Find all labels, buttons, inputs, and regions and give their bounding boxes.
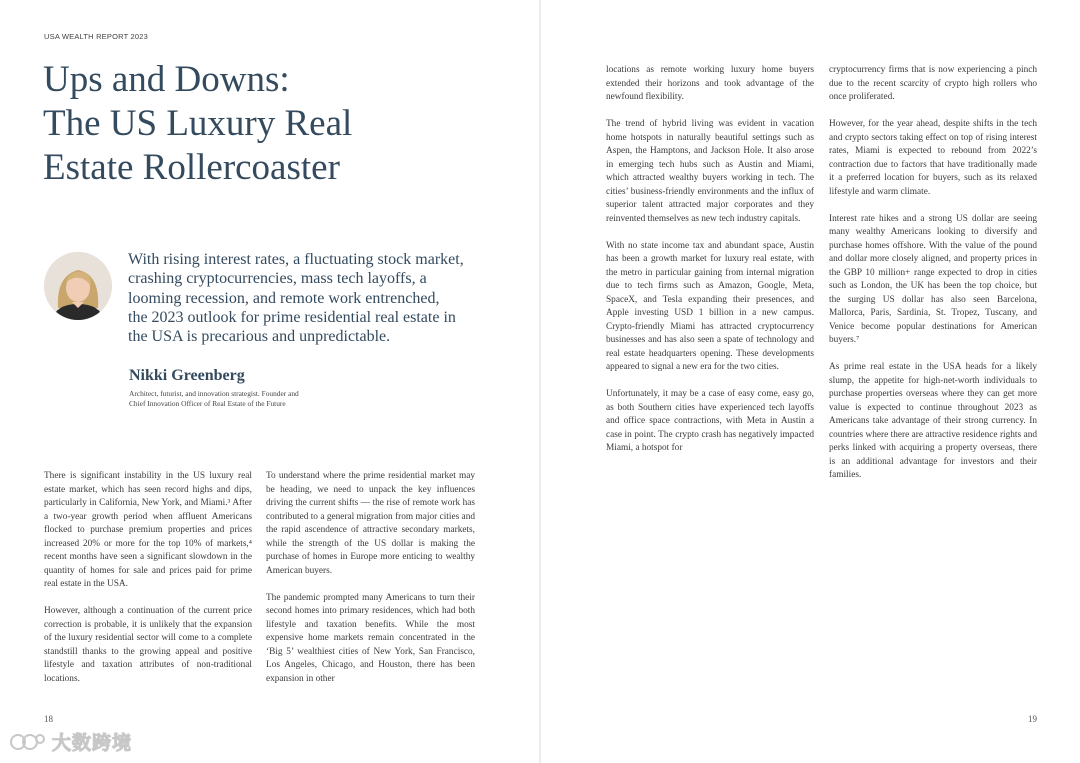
paragraph: cryptocurrency firms that is now experiencing a pinch due to the recent scarcity of crypto high rollers who once proliferated. [829, 65, 1037, 102]
body-column-2 [266, 470, 475, 700]
page-number-right: 19 [1028, 714, 1037, 724]
running-head: USA WEALTH REPORT 2023 [44, 32, 149, 41]
paragraph: However, although a continuation of the current price correction is probable, it is unlikely that the expansion of the luxury residential sector will come to a complete standstill thanks to the growing appeal and positive lifestyle and taxation attributes of non-traditional locations. [44, 606, 252, 684]
paragraph: However, for the year ahead, despite shifts in the tech and crypto sectors taking effect on top of rising interest rates, Miami is expected to rebound from 2022’s contraction due to factors that have traditionally made it a preferred location for buyers, such as its relaxed lifestyle and warm climate. [829, 119, 1037, 197]
page-number-left: 18 [44, 714, 53, 724]
paragraph: With no state income tax and abundant space, Austin has been a growth market for luxury real estate, with the metro in particular gaining from internal migration due to tech firms such as Amazon, Google, Meta, SpaceX, and Tesla expanding their presences, and Apple investing USD 1 billion in a new campus. Crypto-friendly Miami has attracted cryptocurrency businesses and has also seen a spate of technology and real estate headquarters opening. These developments appeared to signal a new era for the two cities. [606, 240, 814, 372]
spread-fold [539, 0, 541, 763]
watermark-logo-icon [8, 730, 48, 754]
paragraph: The pandemic prompted many Americans to turn their second homes into primary residences, which had both lifestyle and taxation benefits. While the most expensive home markets remain concentrated in the ‘Big 5’ wealthiest cities of New York, San Francisco, Los Angeles, Chicago, and Houston, there has been expansion in other [266, 592, 475, 684]
paragraph: The trend of hybrid living was evident in vacation home hotspots in naturally beautiful settings such as Aspen, the Hamptons, and Jackson Hole. It also arose in emerging tech hubs such as Austin and Miami, which attracted wealthy buyers working in tech. The cities’ business-friendly environments and the influx of superior talent attracted major corporates and they reinvented themselves as new tech industry capitals. [606, 119, 814, 224]
watermark [8, 728, 132, 755]
title-line-1: Ups and Downs: [43, 59, 290, 100]
author-name: Nikki Greenberg [129, 367, 245, 384]
paragraph: To understand where the prime residential market may be heading, we need to unpack the key influences driving the current shifts — the rise of remote work has contributed to a general migration from major cities and the rapid ascendence of attractive secondary markets, while the strength of the US dollar is making the purchase of homes in Europe more enticing to wealthy American buyers. [266, 471, 475, 576]
author-bio-line-1: Architect, futurist, and innovation strategist. Founder and [129, 389, 299, 398]
lead-line-4: the 2023 outlook for prime residential real estate in [128, 308, 456, 326]
watermark-text: 大数跨境 [52, 732, 133, 754]
article-title [43, 58, 483, 190]
body-column-3 [606, 64, 814, 469]
title-line-2: The US Luxury Real [43, 103, 353, 144]
author-avatar [44, 252, 112, 320]
body-column-4 [829, 64, 1037, 496]
lead-line-2: crashing cryptocurrencies, mass tech layoffs, a [128, 270, 427, 288]
paragraph: locations as remote working luxury home buyers extended their horizons and took advantage of the newfound flexibility. [606, 65, 814, 102]
lead-line-5: the USA is precarious and unpredictable. [128, 328, 391, 346]
paragraph: As prime real estate in the USA heads for a likely slump, the appetite for high-net-worth individuals to purchase properties overseas where they can get more value is expected to continue throughout 2023 as Americans take advantage of their strong currency. In countries where there are attractive residence rights and perks linked with acquiring a property overseas, there is an additional advantage for investors and their families. [829, 362, 1037, 480]
lead-line-1: With rising interest rates, a fluctuating stock market, [128, 251, 464, 268]
author-bio [129, 389, 449, 409]
paragraph: Interest rate hikes and a strong US dollar are seeing many wealthy Americans looking to diversify and purchase homes offshore. With the value of the pound and dollar more closely aligned, and property prices in the GBP 10 million+ range expected to drop in cities such as London, the UK has been the top choice, but the surging US dollar has also seen Barcelona, Mallorca, Paris, Sardinia, St. Tropez, Tuscany, and Venice become popular destinations for American buyers.⁷ [829, 213, 1037, 345]
lead-paragraph [128, 250, 478, 346]
title-line-3: Estate Rollercoaster [43, 147, 340, 188]
author-portrait-image [44, 252, 112, 320]
paragraph: Unfortunately, it may be a case of easy come, easy go, as both Southern cities have experienced tech layoffs and office space contractions, with Meta in Austin a case in point. The crypto crash has negatively impacted Miami, a hotspot for [606, 389, 814, 453]
author-bio-line-2: Chief Innovation Officer of Real Estate of the Future [129, 399, 286, 408]
body-column-1 [44, 470, 252, 700]
paragraph: There is significant instability in the US luxury real estate market, which has seen record highs and dips, particularly in California, New York, and Miami.³ After a two-year growth period when affluent Americans flocked to purchase premium properties and prices increased 20% or more for the top 10% of markets,⁴ recent months have seen a significant slowdown in the quantity of homes for sale and prices paid for prime real estate in the USA. [44, 471, 252, 589]
lead-line-3: looming recession, and remote work entrenched, [128, 289, 440, 307]
